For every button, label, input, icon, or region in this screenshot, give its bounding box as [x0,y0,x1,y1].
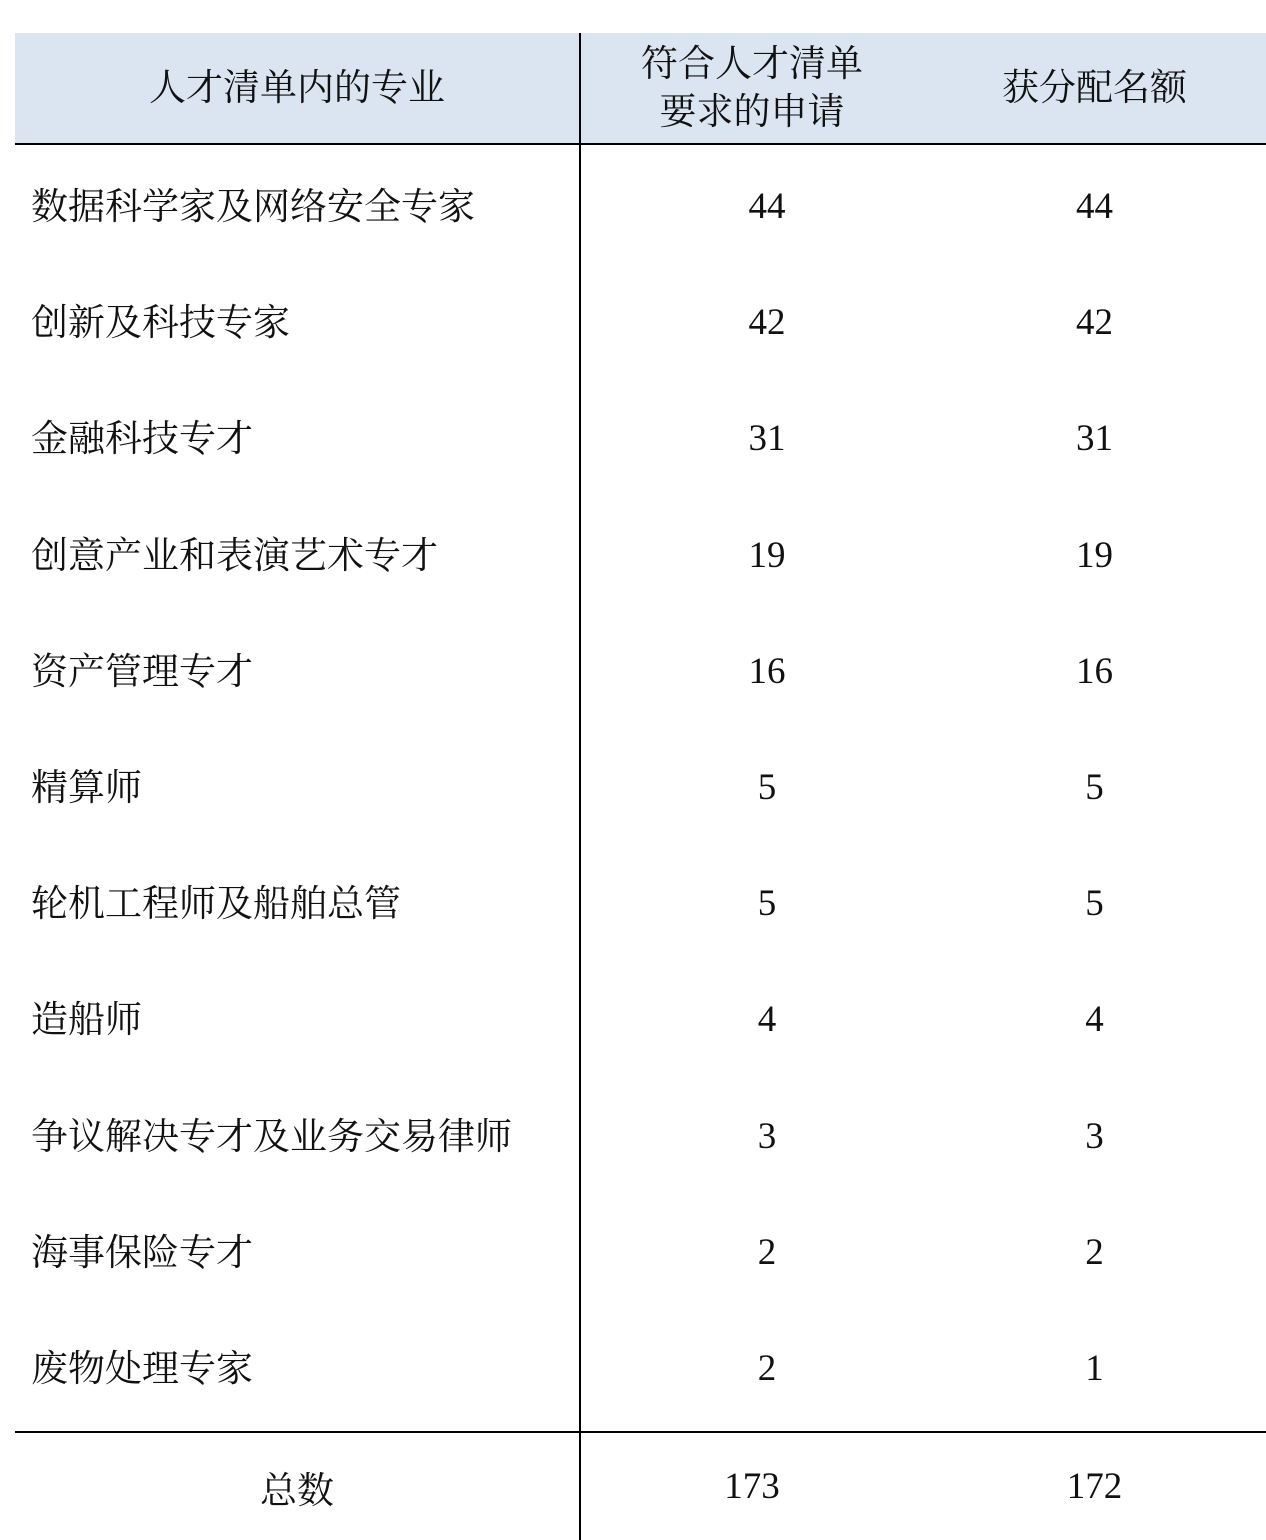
row-eligible-applications: 5 [757,883,777,925]
table-body [15,144,1266,1432]
table-row [15,846,1266,962]
row-profession: 造船师 [15,962,580,1078]
header-eligible-line1: 符合人才清单 [641,42,863,85]
table-row [15,614,1266,730]
row-eligible-applications: 19 [748,534,786,576]
row-eligible-applications: 5 [757,767,777,809]
header-eligible-applications [580,33,923,144]
row-profession: 精算师 [15,730,580,846]
table-row [15,962,1266,1078]
table-row [15,498,1266,614]
row-profession: 海事保险专才 [15,1195,580,1311]
row-eligible-applications: 44 [748,186,786,228]
talent-list-table-container [15,33,1266,1540]
row-allocated-quota: 31 [1076,418,1113,460]
row-profession: 创意产业和表演艺术专才 [15,498,580,614]
table-row [15,381,1266,497]
row-allocated-quota: 44 [1076,186,1113,228]
row-profession: 创新及科技专家 [15,265,580,381]
header-profession: 人才清单内的专业 [15,33,580,144]
table-header-row [15,33,1266,144]
talent-list-table [15,33,1266,1540]
row-allocated-quota: 19 [1076,534,1113,576]
row-profession: 金融科技专才 [15,381,580,497]
row-allocated-quota: 3 [1085,1115,1104,1157]
row-allocated-quota: 5 [1085,767,1104,809]
row-profession: 数据科学家及网络安全专家 [15,149,580,265]
table-row [15,1079,1266,1195]
row-profession: 争议解决专才及业务交易律师 [15,1079,580,1195]
table-row [15,1195,1266,1311]
row-allocated-quota: 2 [1085,1231,1104,1273]
row-allocated-quota: 5 [1085,883,1104,925]
row-eligible-applications: 31 [748,418,786,460]
row-profession: 轮机工程师及船舶总管 [15,846,580,962]
total-eligible: 173 [580,1432,923,1540]
table-row [15,265,1266,381]
row-profession: 资产管理专才 [15,614,580,730]
table-row [15,1311,1266,1427]
row-allocated-quota: 42 [1076,302,1113,344]
row-allocated-quota: 16 [1076,650,1113,692]
row-eligible-applications: 4 [757,999,777,1041]
row-eligible-applications: 3 [757,1115,777,1157]
row-eligible-applications: 16 [748,650,786,692]
row-eligible-applications: 42 [748,302,786,344]
total-allocated: 172 [923,1432,1266,1540]
row-allocated-quota: 1 [1085,1347,1104,1389]
row-eligible-applications: 2 [757,1231,777,1273]
table-total-row [15,1432,1266,1540]
header-allocated-quota: 获分配名额 [923,33,1266,144]
table-row [15,730,1266,846]
table-row [15,149,1266,265]
row-profession: 废物处理专家 [15,1311,580,1427]
row-eligible-applications: 2 [757,1347,777,1389]
header-eligible-line2: 要求的申请 [659,90,845,133]
row-allocated-quota: 4 [1085,999,1104,1041]
total-label: 总数 [15,1432,580,1540]
